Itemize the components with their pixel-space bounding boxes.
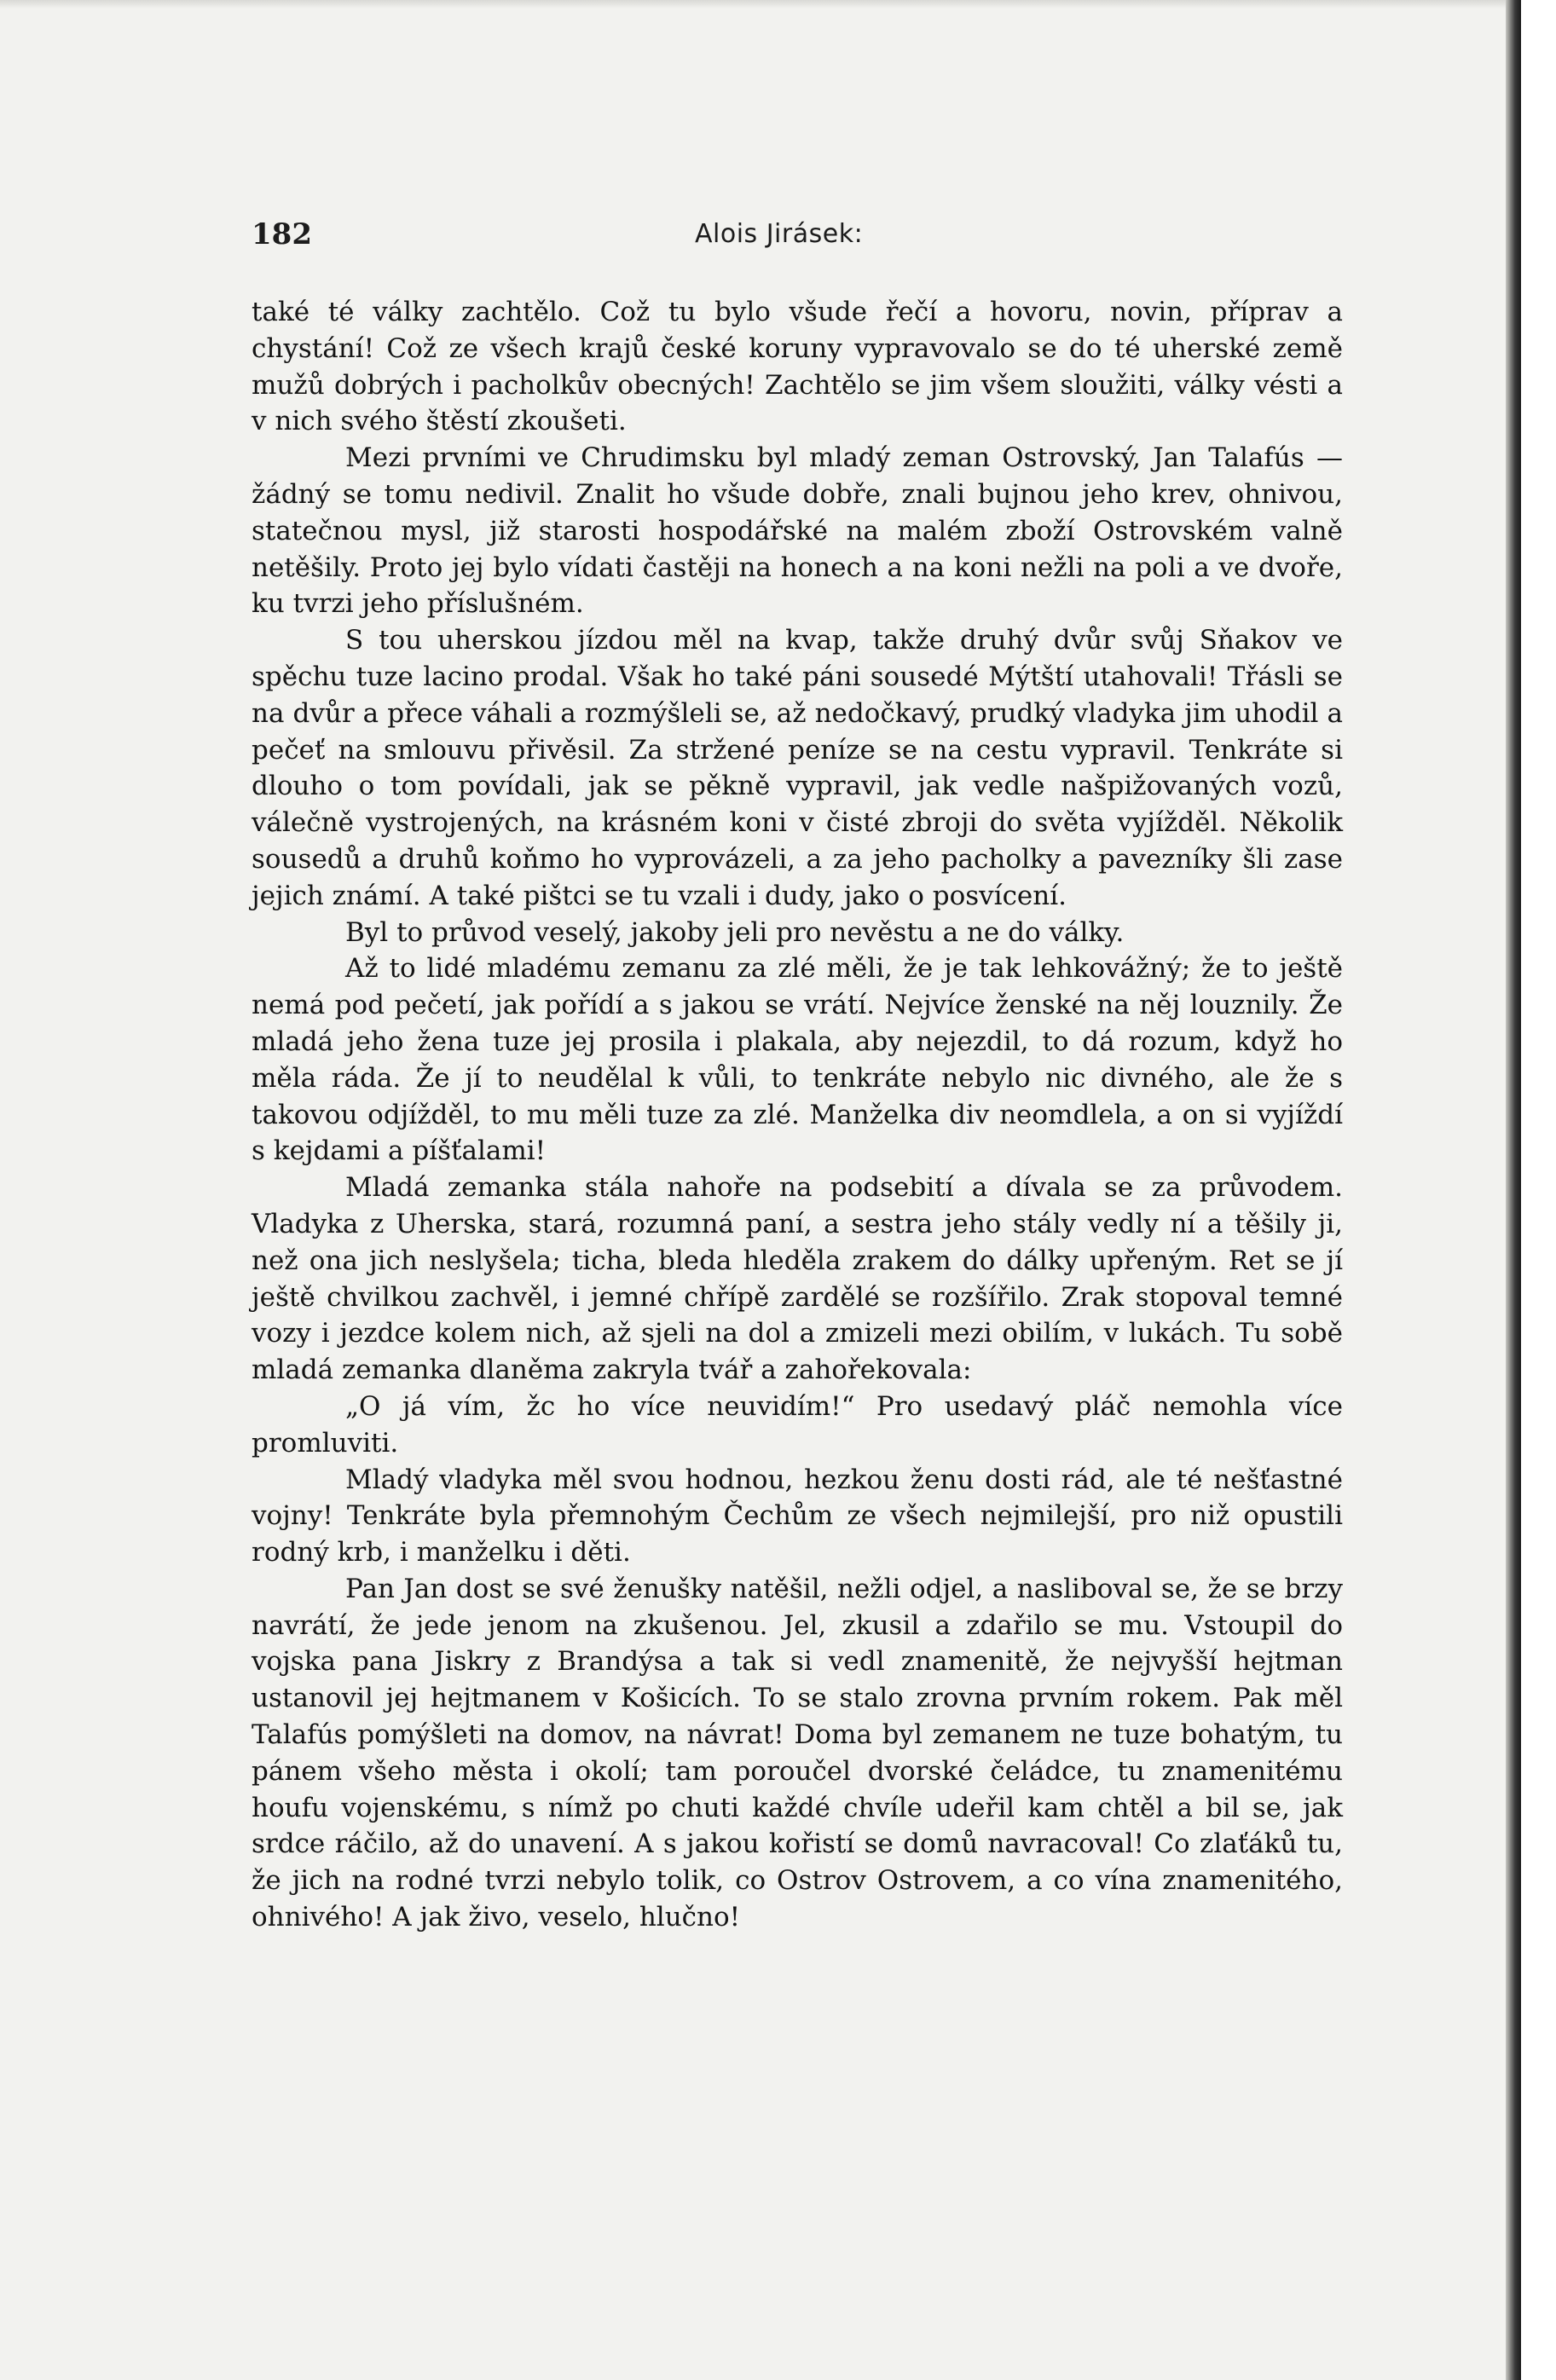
running-head: Alois Jirásek: bbox=[695, 219, 864, 249]
paragraph: Mezi prvními ve Chrudimsku byl mladý zeman Ostrovský, Jan Talafús — žádný se tomu nedivil. Znalit ho všude dobře, znali bujnou jeho krev, ohnivou, statečnou mysl, již starosti hospodářské na malém zboží Ostrovském valně netěšily. Proto jej bylo vídati častěji na honech a na koni nežli na poli a ve dvoře, ku tvrzi jeho příslušném. bbox=[252, 442, 1343, 620]
body-text bbox=[252, 294, 1343, 1936]
paragraph: také té války zachtělo. Což tu bylo všude řečí a hovoru, novin, příprav a chystání! Což ze všech krajů české koruny vypravovalo se do té uherské země mužů dobrých i pacholkův obecných! Zachtělo se jim všem sloužiti, války vésti a v nich svého štěstí zkoušeti. bbox=[252, 297, 1343, 437]
paragraph: Mladý vladyka měl svou hodnou, hezkou ženu dosti rád, ale té nešťastné vojny! Tenkráte byla přemnohým Čechům ze všech nejmilejší, pro niž opustili rodný krb, i manželku i děti. bbox=[252, 1464, 1343, 1568]
paragraph: Pan Jan dost se své ženušky natěšil, nežli odjel, a nasliboval se, že se brzy navrátí, že jede jenom na zkušenou. Jel, zkusil a zdařilo se mu. Vstoupil do vojska pana Jiskry z Brandýsa a tak si vedl znamenitě, že nejvyšší hejtman ustanovil jej hejtmanem v Košicích. To se stalo zrovna prvním rokem. Pak měl Talafús pomýšleti na domov, na návrat! Doma byl zemanem ne tuze bohatým, tu pánem všeho města i okolí; tam poroučel dvorské čeládce, tu znamenitému houfu vojenskému, s nímž po chuti každé chvíle udeřil kam chtěl a bil se, jak srdce ráčilo, až do unavení. A s jakou kořistí se domů navracoval! Co zlaťáků tu, že jich na rodné tvrzi nebylo tolik, co Ostrov Ostrovem, a co vína znamenitého, ohnivého! A jak živo, veselo, hlučno! bbox=[252, 1573, 1343, 1933]
paragraph: S tou uherskou jízdou měl na kvap, takže druhý dvůr svůj Sňakov ve spěchu tuze lacino prodal. Však ho také páni sousedé Mýtští utahovali! Třásli se na dvůr a přece váhali a rozmýšleli se, až nedočkavý, prudký vladyka jim uhodil a pečeť na smlouvu přivěsil. Za stržené peníze se na cestu vypravil. Tenkráte si dlouho o tom povídali, jak se pěkně vypravil, jak vedle našpižovaných vozů, válečně vystrojených, na krásném koni v čisté zbroji do světa vyjížděl. Několik sousedů a druhů koňmo ho vyprovázeli, a za jeho pacholky a pavezníky šli zase jejich známí. A také pištci se tu vzali i dudy, jako o posvícení. bbox=[252, 625, 1343, 911]
paragraph: „O já vím, žc ho více neuvidím!“ Pro usedavý pláč nemohla více promluviti. bbox=[252, 1390, 1343, 1459]
paragraph: Až to lidé mladému zemanu za zlé měli, že je tak lehkovážný; že to ještě nemá pod pečetí, jak pořídí a s jakou se vrátí. Nejvíce ženské na něj louznily. Že mladá jeho žena tuze jej prosila i plakala, aby nejezdil, to dá rozum, když ho měla ráda. Že jí to neudělal k vůli, to tenkráte nebylo nic divného, ale že s takovou odjížděl, to mu měli tuze za zlé. Manželka div neomdlela, a on si vyjíždí s kejdami a píšťalami! bbox=[252, 953, 1343, 1167]
page-header bbox=[252, 217, 1330, 260]
paragraph: Byl to průvod veselý, jakoby jeli pro nevěstu a ne do války. bbox=[345, 916, 1125, 948]
page-binding-edge bbox=[1506, 0, 1521, 2380]
page-top-edge bbox=[0, 0, 1518, 9]
paragraph: Mladá zemanka stála nahoře na podsebití a dívala se za průvodem. Vladyka z Uherska, stará, rozumná paní, a sestra jeho stály vedly ní a těšily ji, než ona jich neslyšela; ticha, bleda hleděla zrakem do dálky upřeným. Ret se jí ještě chvilkou zachvěl, i jemné chřípě zardělé se rozšířilo. Zrak stopoval temné vozy i jezdce kolem nich, až sjeli na dol a zmizeli mezi obilím, v lukách. Tu sobě mladá zemanka dlaněma zakryla tvář a zahořekovala: bbox=[252, 1172, 1343, 1386]
page-number: 182 bbox=[252, 217, 312, 251]
